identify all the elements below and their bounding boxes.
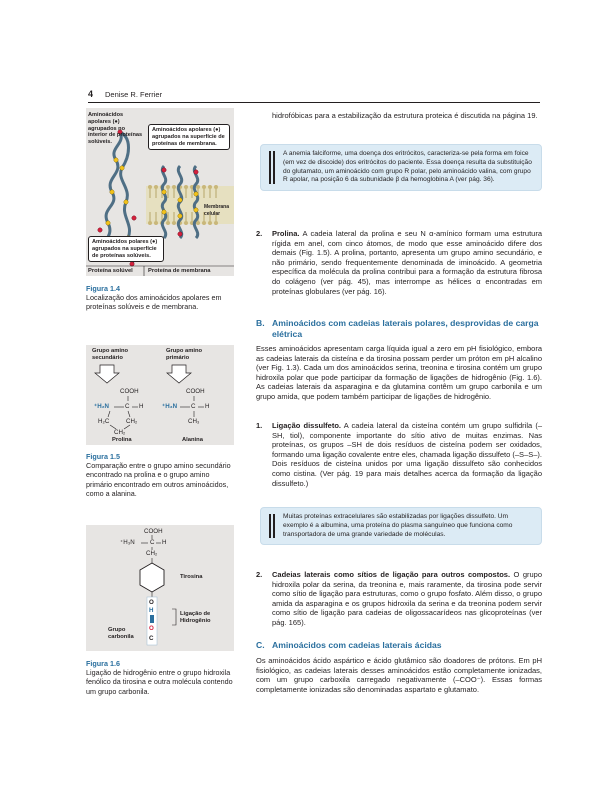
label-apolar-interior: Aminoácidos apolares (●) agrupados no interior de proteínas solúveis. <box>88 112 143 146</box>
figure-1-4-caption <box>86 284 236 312</box>
item-text: A cadeia lateral da cisteína contém um grupo sulfidrila (–SH, tiol), componente importante do sítio ativo de muitas enzimas. Nas proteínas, os grupos –SH de dois resíduos de cisteína podem ser oxidados, formando uma ligação covalente entre eles, chamada ligação dissulfeto (–S–S–). Dois resíduos de cisteína unidos por uma ligação dissulfeto são conhecidos como cistina. (Ver pág. 19 para mais detalhes acerca da formação da ligação dissulfeto.) <box>272 421 542 488</box>
section-letter: C. <box>256 640 265 650</box>
page-number: 4 <box>88 89 94 99</box>
figure-1-5-caption <box>86 452 236 498</box>
proline-ch2-right: CH₂ <box>126 418 138 425</box>
item-title: Prolina. <box>272 229 300 238</box>
figure-1-5 <box>86 345 234 445</box>
alanine-cooh: COOH <box>186 388 205 395</box>
item-title: Ligação dissulfeto. <box>272 421 342 430</box>
label-polar: Aminoácidos polares (●) agrupados na superfície de proteínas solúveis. <box>88 236 164 262</box>
note-text: Muitas proteínas extracelulares são estabilizadas por ligações dissulfeto. Um exemplo é a albumina, uma proteína do plasma sanguíneo que funciona como transportadora de uma grande variedade de moléculas. <box>283 513 513 538</box>
label-carbonyl: Grupo carbonila <box>108 627 134 640</box>
running-author: Denise R. Ferrier <box>105 90 163 99</box>
tyrosine-h3n: ⁺H₃N <box>120 539 135 546</box>
alanine-h: H <box>205 403 210 410</box>
section-letter: B. <box>256 318 265 328</box>
paragraph-section-b: Esses aminoácidos apresentam carga líquida igual a zero em pH fisiológico, embora as cadeias laterais da cisteína e da tirosina possam perder um próton em pH alcalino (ver Fig. 1.3). Cada um dos aminoácidos serina, treonina e tirosina contém um grupo hidroxila polar que pode participar da formação de ligações de hidrogênio (Fig. 1.6). As cadeias laterais da asparagina e da glutamina contêm um grupo carbonila e um grupo amida, que podem também participar de ligações de hidrogênio. <box>256 344 542 401</box>
label-soluble-protein: Proteína solúvel <box>88 268 133 274</box>
label-tyrosine: Tirosina <box>180 574 203 580</box>
figure-1-4 <box>86 108 234 276</box>
proline-cooh: COOH <box>120 388 139 395</box>
caption-text: Comparação entre o grupo amino secundário encontrado na prolina e o grupo amino primário encontrado em outros aminoácidos, como a alanina. <box>86 461 231 498</box>
proline-h2n: ⁺H₂N <box>94 403 109 410</box>
running-header <box>88 89 540 103</box>
membrane-helix-1 <box>162 166 165 238</box>
caption-title: Figura 1.4 <box>86 284 120 293</box>
item-number: 1. <box>256 421 263 430</box>
proline-h2c: H₂C <box>98 418 110 425</box>
alanine-c: C <box>191 403 196 410</box>
item-title: Cadeias laterais como sítios de ligação para outros compostos. <box>272 570 511 579</box>
caption-text: Localização dos aminoácidos apolares em proteínas solúveis e de membrana. <box>86 293 222 312</box>
tyrosine-cooh: COOH <box>144 528 163 535</box>
caption-title: Figura 1.5 <box>86 452 120 461</box>
note-bar <box>273 151 275 184</box>
hydroxyl-o: O <box>149 599 154 606</box>
note-bar <box>273 514 275 538</box>
item-number: 2. <box>256 229 263 238</box>
caption-title: Figura 1.6 <box>86 659 120 668</box>
proline-h: H <box>139 403 144 410</box>
label-membrane: Membrana celular <box>204 204 230 217</box>
proline-c: C <box>125 403 130 410</box>
hydroxyl-h: H <box>149 607 154 614</box>
figure-1-6-caption <box>86 659 236 696</box>
carbonyl-o: O <box>149 625 154 632</box>
label-membrane-protein: Proteína de membrana <box>148 268 211 274</box>
paragraph-section-c: Os aminoácidos ácido aspártico e ácido glutâmico são doadores de prótons. Em pH fisiológico, as cadeias laterais desses aminoácidos estão completamente ionizadas, com um grupo carboxila carregado negativamente (–COO⁻). Essas formas completamente ionizadas são denominadas aspartato e glutamato. <box>256 656 542 694</box>
alanine-h3n: ⁺H₃N <box>162 403 178 410</box>
proline-ch2-bottom: CH₂ <box>114 429 126 436</box>
label-primary-amino: Grupo amino primário <box>166 348 203 361</box>
label-apolar-membrane: Aminoácidos apolares (●) agrupados na superfície de proteínas de membrana. <box>148 124 230 150</box>
label-proline: Prolina <box>112 437 132 443</box>
tyrosine-ch2: CH₂ <box>146 550 158 557</box>
section-title: Aminoácidos com cadeias laterais ácidas <box>272 640 442 650</box>
item-text: A cadeia lateral da prolina e seu N α-amínico formam uma estrutura rígida em anel, com cinco átomos, de modo que esse aminoácido difere dos demais (Fig. 1.5). A prolina, portanto, apresenta um grupo amino secundário, e não primário, sendo frequentemente denominada de iminoácido. A geometria específica da molécula da prolina contribui para a formação da estrutura fibrosa do colágeno (ver pág. 45), mas interrompe as hélices α encontradas em proteínas globulares (ver pág. 16). <box>272 229 542 296</box>
phenol-ring <box>140 563 164 592</box>
label-secondary-amino: Grupo amino secundário <box>92 348 129 361</box>
caption-text: Ligação de hidrogênio entre o grupo hidroxila fenólico da tirosina e outra molécula contendo um grupo carbonila. <box>86 668 233 696</box>
alanine-ch3: CH₃ <box>188 418 200 425</box>
label-alanine: Alanina <box>182 437 203 443</box>
paragraph-proline <box>272 229 542 296</box>
note-text: A anemia falciforme, uma doença dos eritrócitos, caracteriza-se pela forma em foice (em vez de discoide) dos eritrócitos do paciente. Essa doença resulta da substituição do glutamato, um aminoácido com grupo R polar, pelo aminoácido valina, com grupo R apolar, na posição 6 da subunidade β da hemoglobina A (ver pág. 36). <box>283 150 532 184</box>
hbond-marker <box>150 615 154 623</box>
arrow-primary <box>167 365 191 383</box>
label-hbond: Ligação de Hidrogênio <box>180 611 211 624</box>
membrane-helix-3 <box>194 166 197 238</box>
carbonyl-c: C <box>149 635 154 642</box>
figure-1-6 <box>86 525 234 651</box>
note-bar <box>269 151 271 184</box>
paragraph-top: hidrofóbicas para a estabilização da estrutura proteica é discutida na página 19. <box>272 111 538 120</box>
paragraph-disulfide <box>272 421 542 488</box>
paragraph-binding-sites <box>272 570 542 628</box>
item-number: 2. <box>256 570 263 579</box>
tyrosine-c: C <box>150 539 155 546</box>
tyrosine-h: H <box>162 539 167 546</box>
structure-drawing <box>86 345 234 445</box>
note-sickle-cell <box>260 144 542 191</box>
note-extracellular <box>260 507 542 545</box>
arrow-secondary <box>95 365 119 383</box>
item-text: O grupo hidroxila polar da serina, da treonina e, mais raramente, da tirosina pode servir como sítio de ligação para estruturas, como o grupo fosfato. Além disso, o grupo amida da asparagina e os grupos hidroxila da serina e da treonina podem servir como sítio de ligação para cadeias de oligossacarídeos nas glicoproteínas (ver pág. 165). <box>272 570 542 627</box>
section-title: Aminoácidos com cadeias laterais polares, desprovidas de carga elétrica <box>272 318 539 339</box>
note-bar <box>269 514 271 538</box>
